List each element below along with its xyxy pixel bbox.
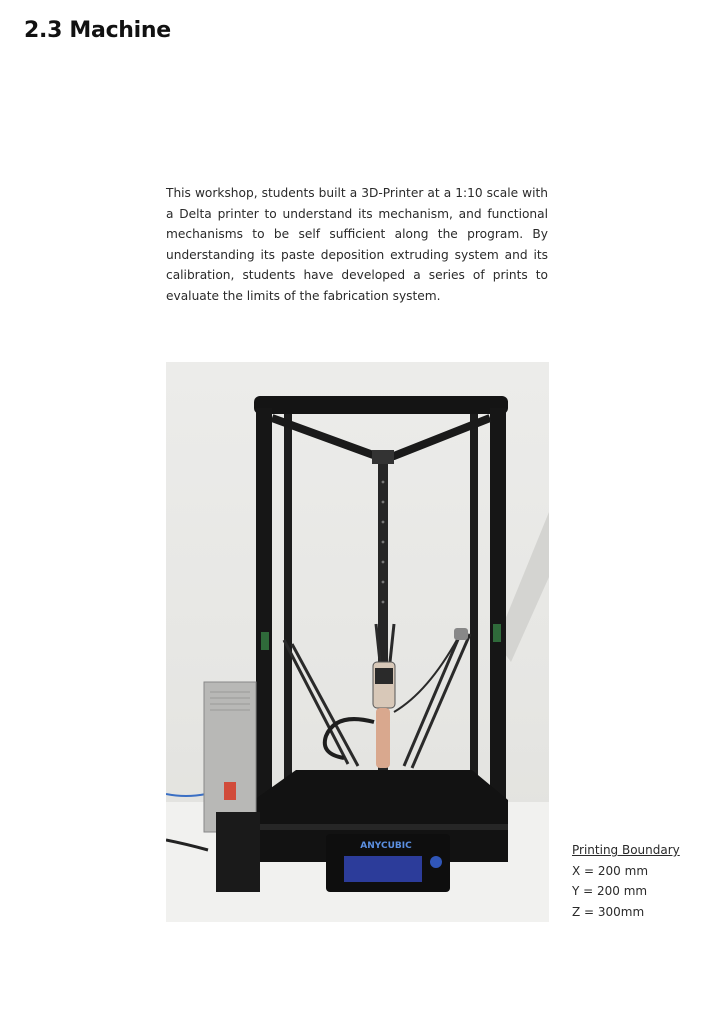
top-pulley	[372, 450, 394, 464]
intro-paragraph: This workshop, students built a 3D-Printer at a 1:10 scale with a Delta printer to understand its mechanism, and functional mechanisms to be self sufficient along the program. By understanding its paste deposition extruding system and its calibration, students have developed a series of prints to evaluate the limits of the fabrication system.	[166, 186, 548, 303]
hose-fitting	[454, 628, 468, 640]
panel-brand: ANYCUBIC	[360, 841, 412, 851]
delta-printer-photo	[166, 362, 549, 922]
blue-cable	[166, 794, 206, 796]
left-carriage	[261, 632, 269, 650]
rear-left-pillar	[284, 414, 292, 834]
printing-boundary-specs	[572, 840, 680, 922]
delta-printer-illustration	[166, 362, 549, 922]
spec-z: Z = 300mm	[572, 904, 645, 919]
page-title: 2.3 Machine	[24, 18, 171, 43]
left-arm	[284, 640, 348, 764]
psu-base	[216, 812, 260, 892]
lcd-screen	[344, 856, 422, 882]
psu-label	[224, 782, 236, 800]
top-frame	[254, 396, 508, 414]
control-knob	[430, 856, 442, 868]
spec-x: X = 200 mm	[572, 863, 649, 878]
right-carriage	[493, 624, 501, 642]
spec-y: Y = 200 mm	[572, 884, 648, 898]
extruder-motor	[375, 668, 393, 684]
specs-title: Printing Boundary	[572, 843, 680, 857]
paste-tube	[376, 708, 390, 768]
feed-tube	[394, 638, 458, 712]
